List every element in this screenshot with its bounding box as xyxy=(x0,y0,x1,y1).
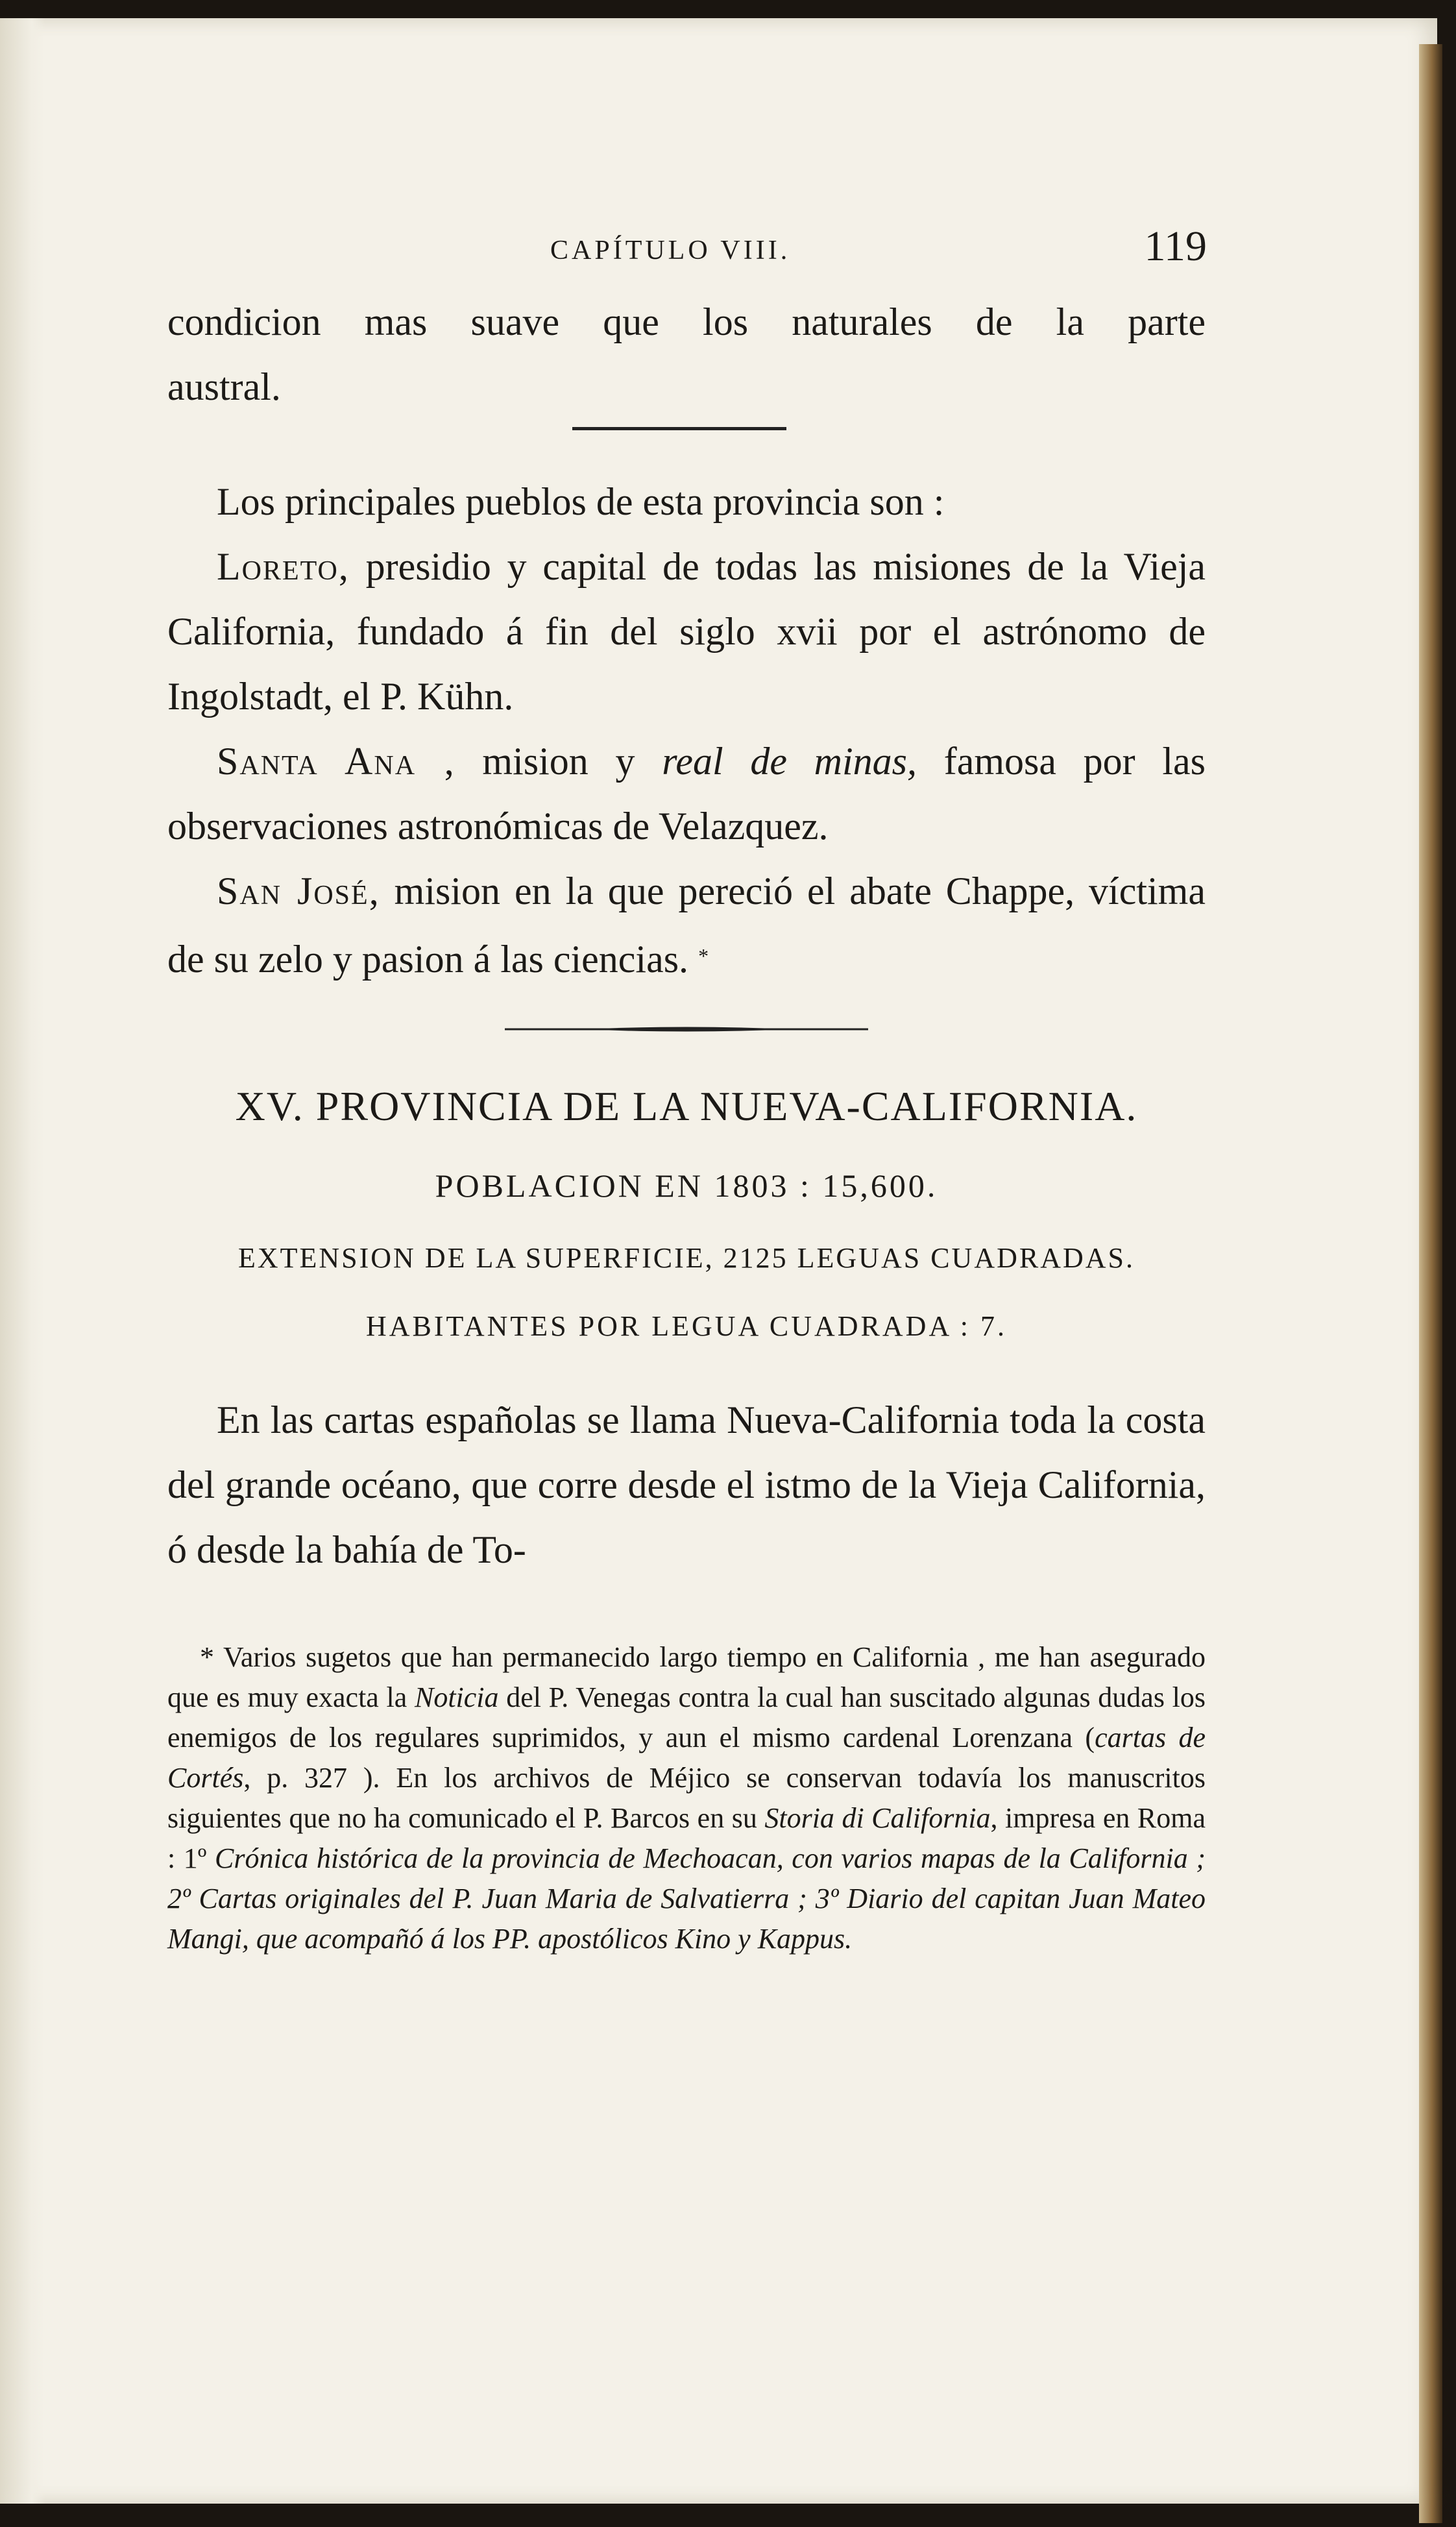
towns-intro: Los principales pueblos de esta provincia son : xyxy=(217,480,945,523)
footnote xyxy=(167,1637,1206,1959)
section-rule-short xyxy=(572,427,786,430)
ornamental-rule xyxy=(505,1024,868,1034)
extension-line: EXTENSION DE LA SUPERFICIE, 2125 LEGUAS CUADRADAS. xyxy=(237,1242,1135,1274)
town-san-jose: San José, mision en la que pereció el abate Chappe, víctima de su zelo y pasion á las ciencias. * xyxy=(167,870,1206,981)
town-san-jose-name: San José, xyxy=(217,870,380,912)
towns-section xyxy=(167,469,1206,992)
province-body xyxy=(167,1387,1206,1582)
town-santa-ana: Santa Ana , mision y real de minas, famosa por las observaciones astronómicas de Velazquez. xyxy=(167,740,1206,848)
continuation-line-1: condicion mas suave que los naturales de la parte xyxy=(167,300,1206,343)
running-header xyxy=(167,213,1207,270)
book-edge xyxy=(1419,44,1442,2523)
town-loreto: Loreto, presidio y capital de todas las misiones de la Vieja California, fundado á fin del siglo xvii por el astrónomo de Ingolstadt, el P. Kühn. xyxy=(167,545,1206,718)
density-line: HABITANTES POR LEGUA CUADRADA : 7. xyxy=(365,1310,1008,1342)
footnote-text: * Varios sugetos que han permanecido largo tiempo en California , me han asegurado que es muy exacta la Noticia del P. Venegas contra la cual han suscitado algunas dudas los enemigos de los regulares suprimidos, y aun el mismo cardenal Lorenzana (cartas de Cortés, p. 327 ). En los archivos de Méjico se conservan todavía los manuscritos siguientes que no ha comunicado el P. Barcos en su Storia di California, impresa en Roma : 1º Crónica histórica de la provincia de Mechoacan, con varios mapas de la California ; 2º Cartas originales del P. Juan Maria de Salvatierra ; 3º Diario del capitan Juan Mateo Mangi, que acompañó á los PP. apostólicos Kino y Kappus. xyxy=(167,1641,1206,1955)
continuation-line-2: austral. xyxy=(167,365,281,408)
page-number: 119 xyxy=(1144,223,1207,270)
book-page xyxy=(0,18,1437,2504)
continuation-paragraph xyxy=(167,289,1206,419)
town-santa-ana-name: Santa Ana , xyxy=(217,740,455,783)
running-title: CAPÍTULO VIII. xyxy=(550,236,791,265)
page-spine-shadow xyxy=(0,18,45,2504)
province-body-text: En las cartas españolas se llama Nueva-California toda la costa del grande océano, que corre desde el istmo de la Vieja California, ó desde la bahía de To- xyxy=(167,1398,1206,1571)
population-line: POBLACION EN 1803 : 15,600. xyxy=(435,1167,938,1204)
footnote-marker: * xyxy=(698,944,709,968)
province-heading: XV. PROVINCIA DE LA NUEVA-CALIFORNIA. xyxy=(235,1083,1138,1129)
town-loreto-name: Loreto, xyxy=(217,545,350,588)
